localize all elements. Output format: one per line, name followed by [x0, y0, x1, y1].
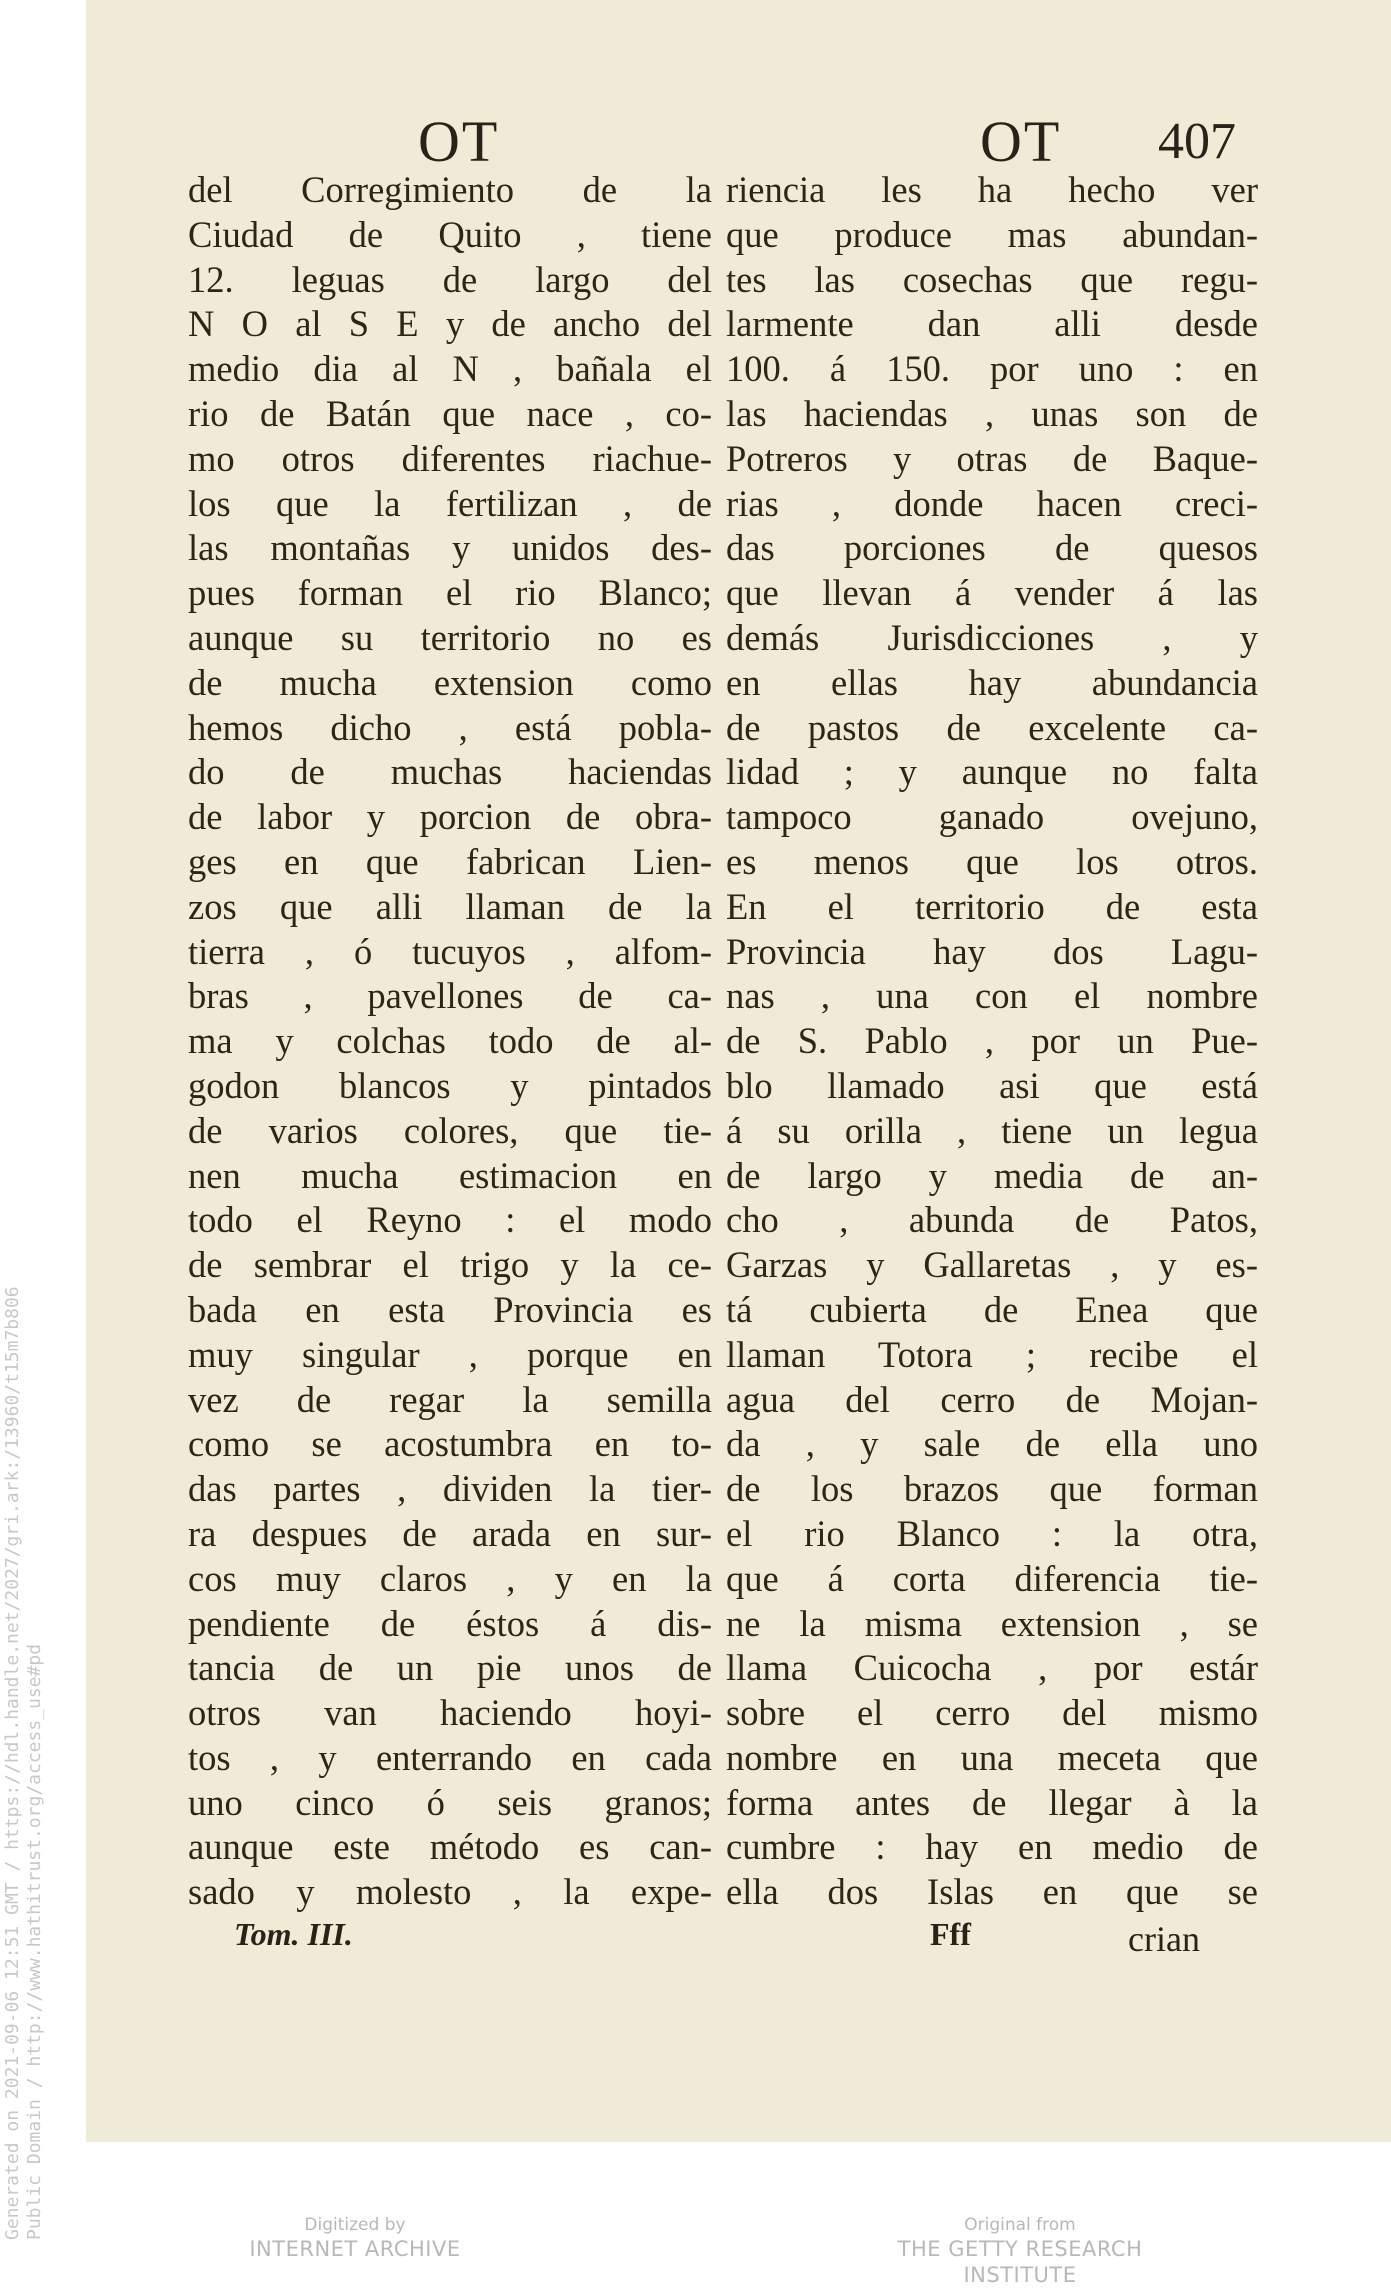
generation-stamp-line: Generated on 2021-09-06 12:51 GMT / https://hdl.handle.net/2027/gri.ark:/13960/t15m7b806 — [2, 1286, 23, 2240]
catchword: crian — [1128, 1919, 1200, 1959]
right-column-line: que produce mas abundan- — [726, 213, 1258, 255]
right-column-line: de los brazos que forman — [726, 1468, 1258, 1510]
right-column-line: forma antes de llegar à la — [726, 1781, 1258, 1823]
left-column-line: otros van haciendo hoyi- — [188, 1692, 712, 1734]
left-column-line: de labor y porcion de obra- — [188, 796, 712, 838]
volume-signature: Tom. III. — [234, 1916, 353, 1952]
left-column-line: del Corregimiento de la — [188, 169, 712, 210]
left-column-line: mo otros diferentes riachue- — [188, 437, 712, 479]
right-column-line: llaman Totora ; recibe el — [726, 1333, 1258, 1375]
left-column-line: tierra , ó tucuyos , alfom- — [188, 930, 712, 972]
left-column-line: vez de regar la semilla — [188, 1378, 712, 1420]
left-column-line: uno cinco ó seis granos; — [188, 1781, 712, 1823]
left-column-line: ma y colchas todo de al- — [188, 1020, 712, 1062]
running-head-left: OT — [418, 109, 500, 174]
left-column-line: ges en que fabrican Lien- — [188, 840, 712, 882]
right-column-line: cumbre : hay en medio de — [726, 1826, 1258, 1868]
left-column-line: godon blancos y pintados — [188, 1064, 712, 1106]
right-column-line: Provincia hay dos Lagu- — [726, 930, 1258, 972]
generation-stamp — [2, 1100, 46, 2240]
left-column-line: de sembrar el trigo y la ce- — [188, 1244, 712, 1286]
left-column-line: N O al S E y de ancho del — [188, 303, 712, 345]
left-column-line: tos , y enterrando en cada — [188, 1736, 712, 1778]
running-head-right: OT — [980, 109, 1062, 174]
left-column-line: aunque su territorio no es — [188, 616, 712, 658]
digitized-by-label: Digitized by — [304, 2215, 406, 2235]
right-column-line: llama Cuicocha , por estár — [726, 1647, 1258, 1689]
internet-archive-label: INTERNET ARCHIVE — [249, 2237, 461, 2261]
right-column-line: lidad ; y aunque no falta — [726, 751, 1258, 793]
left-column-line: bada en esta Provincia es — [188, 1288, 712, 1330]
right-column-line: da , y sale de ella uno — [726, 1423, 1258, 1465]
left-column-line: nen mucha estimacion en — [188, 1154, 712, 1196]
digitized-by-credit — [190, 2214, 520, 2262]
left-column-line: do de muchas haciendas — [188, 751, 712, 793]
original-from-label: Original from — [964, 2215, 1076, 2235]
left-column-line: los que la fertilizan , de — [188, 482, 712, 524]
right-column-line: ella dos Islas en que se — [726, 1871, 1258, 1913]
left-column-line: como se acostumbra en to- — [188, 1423, 712, 1465]
right-column-line: nombre en una meceta que — [726, 1736, 1258, 1778]
left-column-line: pues forman el rio Blanco; — [188, 572, 712, 614]
right-column-line: larmente dan alli desde — [726, 303, 1258, 345]
getty-institute-label: THE GETTY RESEARCH INSTITUTE — [897, 2237, 1143, 2287]
left-column-line: ra despues de arada en sur- — [188, 1512, 712, 1554]
original-from-credit — [840, 2214, 1200, 2288]
right-column-line: á su orilla , tiene un legua — [726, 1109, 1258, 1151]
left-column-line: sado y molesto , la expe- — [188, 1871, 712, 1913]
left-column-line: das partes , dividen la tier- — [188, 1468, 712, 1510]
right-column-line: cho , abunda de Patos, — [726, 1199, 1258, 1241]
rights-stamp-line: Public Domain / http://www.hathitrust.org/access_use#pd — [24, 1643, 45, 2240]
left-column-line: Ciudad de Quito , tiene — [188, 213, 712, 255]
right-column-line: que á corta diferencia tie- — [726, 1557, 1258, 1599]
right-column-line: demás Jurisdicciones , y — [726, 616, 1258, 658]
left-column-line: bras , pavellones de ca- — [188, 975, 712, 1017]
right-column-line: sobre el cerro del mismo — [726, 1692, 1258, 1734]
left-column-line: hemos dicho , está pobla- — [188, 706, 712, 748]
left-column-line: 12. leguas de largo del — [188, 258, 712, 300]
left-column-line: las montañas y unidos des- — [188, 527, 712, 569]
left-column-line: de varios colores, que tie- — [188, 1109, 712, 1151]
right-column-line: nas , una con el nombre — [726, 975, 1258, 1017]
left-column-line: todo el Reyno : el modo — [188, 1199, 712, 1241]
left-column-line: cos muy claros , y en la — [188, 1557, 712, 1599]
right-column-line: tampoco ganado ovejuno, — [726, 796, 1258, 838]
right-column-line: que llevan á vender á las — [726, 572, 1258, 614]
right-column-line: el rio Blanco : la otra, — [726, 1512, 1258, 1554]
right-column-line: En el territorio de esta — [726, 885, 1258, 927]
right-column-line: das porciones de quesos — [726, 527, 1258, 569]
right-column-line: agua del cerro de Mojan- — [726, 1378, 1258, 1420]
right-column-line: Potreros y otras de Baque- — [726, 437, 1258, 479]
left-column-line: zos que alli llaman de la — [188, 885, 712, 927]
left-column-line: tancia de un pie unos de — [188, 1647, 712, 1689]
right-column-line: de S. Pablo , por un Pue- — [726, 1020, 1258, 1062]
right-column-line: de largo y media de an- — [726, 1154, 1258, 1196]
left-column-line: muy singular , porque en — [188, 1333, 712, 1375]
right-column-line: tes las cosechas que regu- — [726, 258, 1258, 300]
page-number: 407 — [1158, 113, 1236, 170]
left-column-line: rio de Batán que nace , co- — [188, 392, 712, 434]
right-column — [726, 168, 1258, 1915]
right-column-line: Garzas y Gallaretas , y es- — [726, 1244, 1258, 1286]
right-column-line: rias , donde hacen creci- — [726, 482, 1258, 524]
gathering-signature: Fff — [930, 1916, 971, 1952]
left-column-line: aunque este método es can- — [188, 1826, 712, 1868]
right-column-line: 100. á 150. por uno : en — [726, 348, 1258, 390]
right-column-line: riencia les ha hecho ver — [726, 169, 1258, 210]
right-column-line: blo llamado asi que está — [726, 1064, 1258, 1106]
right-column-line: las haciendas , unas son de — [726, 392, 1258, 434]
left-column — [188, 168, 712, 1915]
right-column-line: es menos que los otros. — [726, 840, 1258, 882]
right-column-line: tá cubierta de Enea que — [726, 1288, 1258, 1330]
left-column-line: de mucha extension como — [188, 661, 712, 703]
left-column-line: medio dia al N , bañala el — [188, 348, 712, 390]
right-column-line: ne la misma extension , se — [726, 1602, 1258, 1644]
right-column-line: en ellas hay abundancia — [726, 661, 1258, 703]
right-column-line: de pastos de excelente ca- — [726, 706, 1258, 748]
left-column-line: pendiente de éstos á dis- — [188, 1602, 712, 1644]
